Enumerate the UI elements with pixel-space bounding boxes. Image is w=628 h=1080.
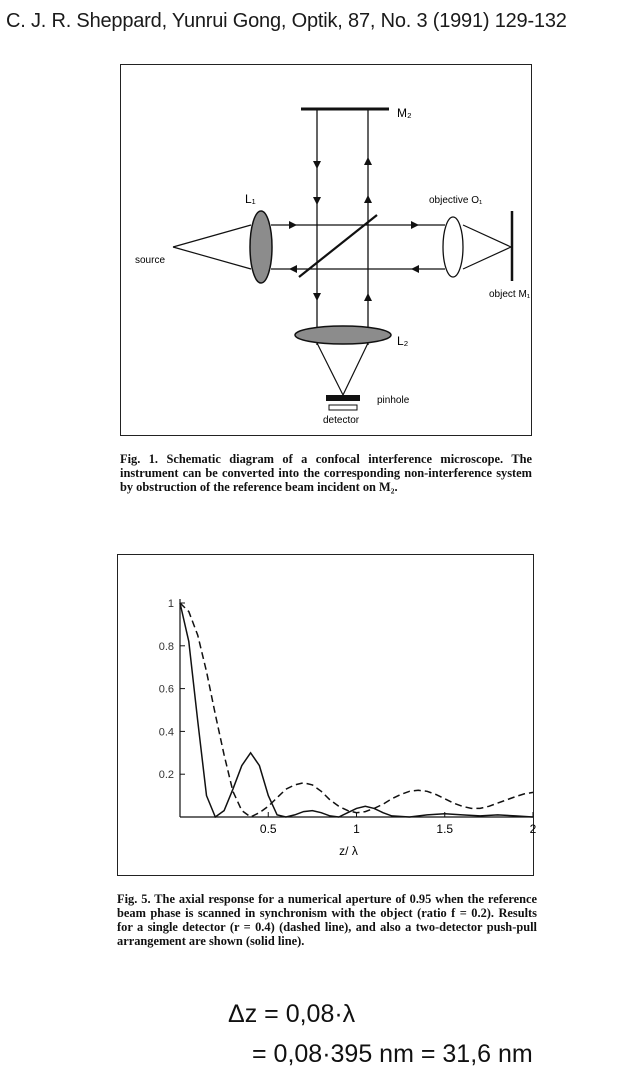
detector	[329, 405, 357, 410]
arrow-left-bottom-2	[411, 265, 419, 273]
source-ray-top	[173, 225, 251, 247]
label-l1: L₁	[245, 192, 256, 206]
arrow-up-right-2	[364, 195, 372, 203]
objective-ray-bottom	[463, 247, 511, 269]
label-objective: objective O₁	[429, 195, 483, 206]
label-m2: M₂	[397, 106, 412, 120]
equation-line-2: = 0,08·395 nm = 31,6 nm	[252, 1040, 533, 1068]
objective-o1	[443, 217, 463, 277]
label-pinhole: pinhole	[377, 395, 410, 406]
y-tick-label: 0.4	[158, 726, 174, 739]
series-solid-line	[180, 603, 533, 817]
arrow-right-top-2	[411, 221, 419, 229]
equation-line-1: Δz = 0,08·λ	[228, 1000, 356, 1028]
arrow-left-bottom	[289, 265, 297, 273]
x-tick-label: 2	[529, 822, 537, 836]
x-tick-label: 0.5	[259, 822, 277, 836]
arrow-up-right	[364, 157, 372, 165]
figure-1-caption-label: Fig. 1.	[120, 452, 159, 466]
label-object: object M₁	[489, 289, 531, 300]
x-tick-label: 1	[353, 822, 360, 836]
y-tick-label: 0.2	[158, 769, 174, 782]
label-detector: detector	[323, 415, 360, 426]
x-tick-label: 1.5	[436, 822, 454, 836]
label-source: source	[135, 255, 166, 266]
series-dashed-line	[180, 603, 533, 817]
arrow-up-right-3	[364, 293, 372, 301]
pinhole	[326, 395, 360, 401]
arrow-down-left-2	[313, 197, 321, 205]
figure-5	[117, 554, 537, 876]
figure-1-caption-text: Schematic diagram of a confocal interference microscope. The instrument can be converted into the corresponding non-interference system by obstruction of the reference beam incident on M₂.	[120, 452, 532, 494]
arrow-right-top	[289, 221, 297, 229]
y-tick-label: 0.6	[158, 683, 174, 696]
arrow-down-left	[313, 161, 321, 169]
figure-5-caption-text: The axial response for a numerical aperture of 0.95 when the reference beam phase is scanned in synchronism with the object (ratio f = 0.2). Results for a single detector (r = 0.4) (dashed line), and also a two-detector push-pull arrangement are shown (solid line).	[117, 892, 537, 948]
objective-ray-top	[463, 225, 511, 247]
arrow-down-left-3	[313, 293, 321, 301]
citation: C. J. R. Sheppard, Yunrui Gong, Optik, 87, No. 3 (1991) 129-132	[6, 10, 567, 32]
figure-5-caption	[117, 892, 537, 948]
l2-ray-right	[343, 343, 368, 395]
schematic-diagram	[121, 65, 531, 435]
x-axis-label: z/ λ	[339, 844, 358, 858]
beam-splitter	[299, 215, 377, 277]
lens-l2	[295, 326, 391, 344]
l2-ray-left	[317, 343, 343, 395]
label-l2: L₂	[397, 334, 409, 348]
figure-5-caption-label: Fig. 5.	[117, 892, 151, 906]
lens-l1	[250, 211, 272, 283]
y-tick-label: 0.8	[158, 640, 174, 653]
axial-response-chart	[118, 555, 537, 875]
y-tick-label: 1	[167, 598, 174, 610]
figure-1	[120, 64, 532, 436]
source-ray-bottom	[173, 247, 251, 269]
figure-1-caption	[120, 452, 532, 494]
